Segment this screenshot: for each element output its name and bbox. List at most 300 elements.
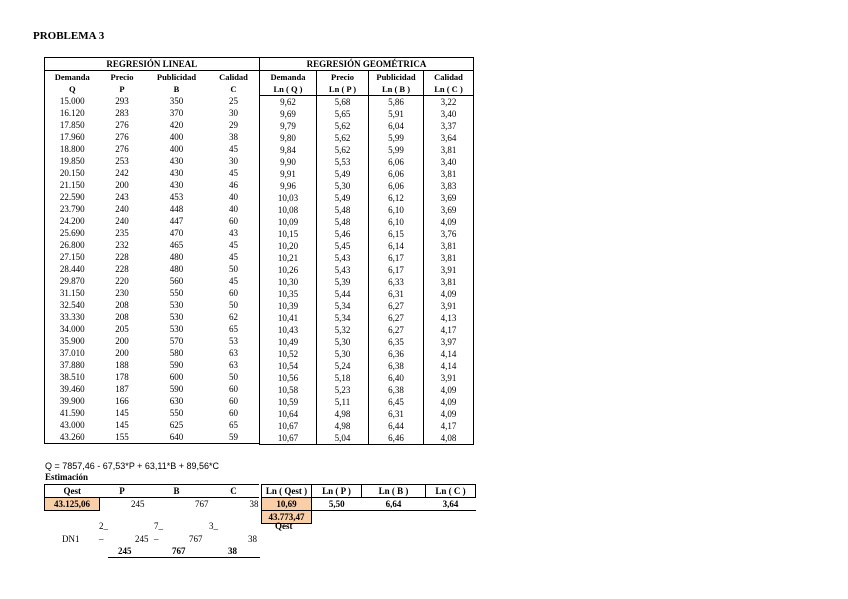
table-cell: 6,40 xyxy=(369,372,424,384)
table-cell: 60 xyxy=(229,288,238,298)
table-cell: 37.880 xyxy=(59,360,85,370)
table-cell: 6,45 xyxy=(369,396,424,408)
table-cell: 166 xyxy=(115,396,129,406)
table-cell: 6,14 xyxy=(369,240,424,252)
table-row xyxy=(45,179,259,191)
table-cell: 5,24 xyxy=(317,360,369,372)
table-cell: 6,35 xyxy=(369,336,424,348)
table-cell: 65 xyxy=(229,324,238,334)
table-cell: 10,39 xyxy=(277,301,299,311)
table-row xyxy=(45,299,259,311)
table-cell: 4,09 xyxy=(424,384,474,396)
table-cell: 448 xyxy=(169,204,184,214)
table-cell: 5,99 xyxy=(369,132,424,144)
lin-col-symbol: Q xyxy=(68,84,76,94)
geo-col-symbol: Ln ( B ) xyxy=(369,83,424,96)
dn-value-c: 38 xyxy=(248,534,257,544)
table-cell: 43.260 xyxy=(59,432,85,442)
table-cell: 6,27 xyxy=(369,312,424,324)
est-header-c: C xyxy=(209,485,259,498)
table-cell: 5,23 xyxy=(317,384,369,396)
table-row xyxy=(260,180,474,192)
table-cell: 10,03 xyxy=(277,193,299,203)
table-cell: 59 xyxy=(229,432,238,442)
table-cell: 228 xyxy=(115,264,129,274)
table-cell: 5,49 xyxy=(317,192,369,204)
table-cell: 276 xyxy=(115,132,129,142)
table-row xyxy=(260,240,474,252)
table-row xyxy=(260,204,474,216)
table-row xyxy=(45,383,259,395)
table-cell: 400 xyxy=(169,132,184,142)
table-row xyxy=(260,252,474,264)
table-row xyxy=(260,420,474,432)
table-cell: 5,30 xyxy=(317,348,369,360)
linear-estimation-table xyxy=(44,484,259,511)
lin-col-header: Calidad xyxy=(219,72,248,82)
table-cell: 3,64 xyxy=(424,132,474,144)
table-cell: 5,45 xyxy=(317,240,369,252)
table-cell: 6,38 xyxy=(369,360,424,372)
table-cell: 570 xyxy=(169,336,184,346)
table-cell: 6,15 xyxy=(369,228,424,240)
table-cell: 200 xyxy=(115,348,129,358)
table-cell: 23.790 xyxy=(59,204,85,214)
table-cell: 45 xyxy=(229,168,238,178)
table-cell: 10,64 xyxy=(277,409,299,419)
table-cell: 5,34 xyxy=(317,300,369,312)
table-cell: 6,04 xyxy=(369,120,424,132)
table-cell: 45 xyxy=(229,240,238,250)
table-cell: 200 xyxy=(115,336,129,346)
table-cell: 580 xyxy=(169,348,184,358)
table-row xyxy=(260,96,474,109)
table-cell: 6,12 xyxy=(369,192,424,204)
table-cell: 3,76 xyxy=(424,228,474,240)
dn-value-p: 245 xyxy=(135,534,149,544)
geo-est-qest-value: 43.773,47 xyxy=(262,511,312,524)
table-row xyxy=(260,348,474,360)
table-cell: 5,49 xyxy=(317,168,369,180)
table-row xyxy=(260,156,474,168)
table-row xyxy=(45,335,259,347)
table-cell: 9,80 xyxy=(280,133,296,143)
dn-total-p: 245 xyxy=(118,546,132,556)
table-cell: 6,06 xyxy=(369,180,424,192)
table-row xyxy=(45,371,259,383)
geo-qest-label: Qest xyxy=(275,521,293,531)
table-row xyxy=(260,264,474,276)
table-cell: 38 xyxy=(229,132,238,142)
table-cell: 5,32 xyxy=(317,324,369,336)
table-cell: 4,09 xyxy=(424,216,474,228)
geo-col-header: Publicidad xyxy=(369,71,424,84)
geo-col-header: Precio xyxy=(317,71,369,84)
table-cell: 6,31 xyxy=(369,288,424,300)
table-cell: 39.460 xyxy=(59,384,85,394)
table-cell: 232 xyxy=(115,240,129,250)
geometric-group-title: REGRESIÓN GEOMÉTRICA xyxy=(260,58,474,71)
table-cell: 46 xyxy=(229,180,238,190)
table-row xyxy=(45,323,259,335)
table-row xyxy=(260,408,474,420)
table-row xyxy=(260,192,474,204)
table-cell: 32.540 xyxy=(59,300,85,310)
dn-underline xyxy=(108,557,260,558)
table-cell: 9,62 xyxy=(280,97,296,107)
table-row xyxy=(260,336,474,348)
lin-col-header: Demanda xyxy=(54,72,90,82)
table-cell: 30 xyxy=(229,156,238,166)
table-cell: 53 xyxy=(229,336,238,346)
table-row xyxy=(45,407,259,419)
table-cell: 5,18 xyxy=(317,372,369,384)
table-cell: 5,62 xyxy=(317,132,369,144)
table-cell: 28.440 xyxy=(59,264,85,274)
table-cell: 5,68 xyxy=(317,96,369,109)
table-cell: 276 xyxy=(115,120,129,130)
dn-header-3: 3_ xyxy=(209,521,218,531)
table-cell: 3,81 xyxy=(424,168,474,180)
table-row xyxy=(45,395,259,407)
table-cell: 4,17 xyxy=(424,420,474,432)
table-row xyxy=(45,239,259,251)
table-cell: 5,65 xyxy=(317,108,369,120)
table-cell: 6,31 xyxy=(369,408,424,420)
table-cell: 63 xyxy=(229,360,238,370)
table-cell: 242 xyxy=(115,168,129,178)
table-row xyxy=(260,120,474,132)
table-cell: 630 xyxy=(169,396,184,406)
table-cell: 10,30 xyxy=(277,277,299,287)
table-cell: 9,91 xyxy=(280,169,296,179)
table-row xyxy=(45,155,259,167)
geo-est-lnc-value: 3,64 xyxy=(426,498,476,511)
table-row xyxy=(45,143,259,155)
table-cell: 4,09 xyxy=(424,396,474,408)
table-cell: 30 xyxy=(229,108,238,118)
table-row xyxy=(45,347,259,359)
table-row xyxy=(260,144,474,156)
table-cell: 40 xyxy=(229,204,238,214)
table-cell: 3,91 xyxy=(424,264,474,276)
table-cell: 50 xyxy=(229,372,238,382)
table-cell: 4,09 xyxy=(424,408,474,420)
table-cell: 29 xyxy=(229,120,238,130)
table-cell: 3,40 xyxy=(424,108,474,120)
dn-label: DN1 xyxy=(62,534,80,544)
table-cell: 18.800 xyxy=(59,144,85,154)
table-row xyxy=(260,168,474,180)
geo-col-symbol: Ln ( Q ) xyxy=(260,83,317,96)
est-header-qest: Qest xyxy=(45,485,100,498)
table-cell: 19.850 xyxy=(59,156,85,166)
dn-value-b: 767 xyxy=(189,534,203,544)
table-cell: 550 xyxy=(169,408,184,418)
table-cell: 6,27 xyxy=(369,300,424,312)
table-cell: 5,62 xyxy=(317,120,369,132)
table-cell: 10,59 xyxy=(277,397,299,407)
table-cell: 3,40 xyxy=(424,156,474,168)
table-cell: 283 xyxy=(115,108,129,118)
table-row xyxy=(260,324,474,336)
table-cell: 3,91 xyxy=(424,300,474,312)
table-cell: 470 xyxy=(169,228,184,238)
table-row xyxy=(260,384,474,396)
est-header-b: B xyxy=(145,485,209,498)
page-title: PROBLEMA 3 xyxy=(33,30,105,42)
table-cell: 33.330 xyxy=(59,312,85,322)
table-cell: 10,09 xyxy=(277,217,299,227)
table-cell: 3,22 xyxy=(424,96,474,109)
dn-header-1: 2_ _ xyxy=(99,521,108,541)
table-cell: 9,79 xyxy=(280,121,296,131)
table-cell: 4,98 xyxy=(317,408,369,420)
table-cell: 37.010 xyxy=(59,348,85,358)
table-cell: 17.850 xyxy=(59,120,85,130)
table-row xyxy=(260,108,474,120)
linear-regression-table xyxy=(44,57,259,444)
table-cell: 4,14 xyxy=(424,348,474,360)
table-cell: 480 xyxy=(169,264,184,274)
table-cell: 590 xyxy=(169,384,184,394)
table-cell: 5,30 xyxy=(317,336,369,348)
table-cell: 5,04 xyxy=(317,432,369,445)
geo-col-symbol: Ln ( C ) xyxy=(424,83,474,96)
table-row xyxy=(45,203,259,215)
table-row xyxy=(260,132,474,144)
table-row xyxy=(45,251,259,263)
table-cell: 6,06 xyxy=(369,156,424,168)
estimation-label: Estimación xyxy=(45,472,89,482)
table-cell: 15.000 xyxy=(59,96,85,106)
table-cell: 5,48 xyxy=(317,216,369,228)
est-b-value: 767 xyxy=(195,499,209,510)
table-row xyxy=(260,432,474,445)
table-cell: 25.690 xyxy=(59,228,85,238)
table-cell: 220 xyxy=(115,276,129,286)
table-row xyxy=(45,431,259,444)
linear-group-title: REGRESIÓN LINEAL xyxy=(45,58,259,71)
table-cell: 5,99 xyxy=(369,144,424,156)
table-cell: 60 xyxy=(229,408,238,418)
dn-total-b: 767 xyxy=(172,546,186,556)
table-row xyxy=(45,419,259,431)
table-cell: 50 xyxy=(229,300,238,310)
table-cell: 3,81 xyxy=(424,144,474,156)
table-cell: 26.800 xyxy=(59,240,85,250)
table-cell: 5,39 xyxy=(317,276,369,288)
table-cell: 590 xyxy=(169,360,184,370)
table-cell: 5,91 xyxy=(369,108,424,120)
table-cell: 10,52 xyxy=(277,349,299,359)
table-cell: 10,56 xyxy=(277,373,299,383)
geo-est-lnq-value: 10,69 xyxy=(262,498,312,511)
table-cell: 640 xyxy=(169,432,184,442)
table-cell: 240 xyxy=(115,204,129,214)
table-cell: 350 xyxy=(169,96,184,106)
geo-est-header-lnp: Ln ( P ) xyxy=(312,485,362,498)
table-row xyxy=(45,131,259,143)
table-cell: 208 xyxy=(115,300,129,310)
table-cell: 5,34 xyxy=(317,312,369,324)
table-cell: 240 xyxy=(115,216,129,226)
geo-est-header-lnb: Ln ( B ) xyxy=(362,485,426,498)
table-row xyxy=(45,227,259,239)
table-cell: 3,37 xyxy=(424,120,474,132)
table-cell: 530 xyxy=(169,312,184,322)
table-row xyxy=(45,263,259,275)
table-row xyxy=(45,275,259,287)
table-cell: 155 xyxy=(115,432,129,442)
table-cell: 253 xyxy=(115,156,129,166)
table-cell: 10,41 xyxy=(277,313,299,323)
table-row xyxy=(45,359,259,371)
table-cell: 6,06 xyxy=(369,168,424,180)
table-cell: 5,43 xyxy=(317,252,369,264)
table-cell: 5,62 xyxy=(317,144,369,156)
table-row xyxy=(45,107,259,119)
table-row xyxy=(260,300,474,312)
table-cell: 188 xyxy=(115,360,129,370)
table-row xyxy=(45,95,259,107)
table-cell: 4,17 xyxy=(424,324,474,336)
geo-col-header: Demanda xyxy=(270,72,306,82)
table-cell: 35.900 xyxy=(59,336,85,346)
table-cell: 228 xyxy=(115,252,129,262)
table-cell: 178 xyxy=(115,372,129,382)
table-cell: 4,98 xyxy=(317,420,369,432)
table-cell: 370 xyxy=(169,108,184,118)
table-cell: 5,30 xyxy=(317,180,369,192)
table-cell: 530 xyxy=(169,324,184,334)
table-cell: 39.900 xyxy=(59,396,85,406)
est-header-p: P xyxy=(100,485,145,498)
table-cell: 45 xyxy=(229,144,238,154)
table-cell: 4,09 xyxy=(424,288,474,300)
est-qest-value: 43.125,06 xyxy=(45,498,100,511)
geo-col-header: Calidad xyxy=(424,71,474,84)
table-cell: 10,20 xyxy=(277,241,299,251)
table-row xyxy=(260,228,474,240)
table-cell: 27.150 xyxy=(59,252,85,262)
table-cell: 10,54 xyxy=(277,361,299,371)
table-cell: 3,97 xyxy=(424,336,474,348)
table-cell: 6,10 xyxy=(369,204,424,216)
table-cell: 5,44 xyxy=(317,288,369,300)
lin-col-symbol: C xyxy=(230,84,237,94)
table-cell: 34.000 xyxy=(59,324,85,334)
table-cell: 600 xyxy=(169,372,184,382)
table-cell: 4,14 xyxy=(424,360,474,372)
table-cell: 6,27 xyxy=(369,324,424,336)
table-cell: 43.000 xyxy=(59,420,85,430)
geo-est-lnb-value: 6,64 xyxy=(362,498,426,511)
table-cell: 145 xyxy=(115,408,129,418)
dn-total-c: 38 xyxy=(228,546,237,556)
table-cell: 6,17 xyxy=(369,264,424,276)
table-cell: 20.150 xyxy=(59,168,85,178)
table-cell: 60 xyxy=(229,396,238,406)
table-row xyxy=(45,215,259,227)
table-cell: 50 xyxy=(229,264,238,274)
table-cell: 10,67 xyxy=(277,433,299,443)
table-cell: 6,36 xyxy=(369,348,424,360)
table-cell: 6,10 xyxy=(369,216,424,228)
lin-col-symbol: B xyxy=(173,84,180,94)
table-cell: 43 xyxy=(229,228,238,238)
table-cell: 10,58 xyxy=(277,385,299,395)
table-cell: 400 xyxy=(169,144,184,154)
est-c-value: 38 xyxy=(249,499,259,510)
lin-col-symbol: P xyxy=(119,84,125,94)
table-cell: 9,90 xyxy=(280,157,296,167)
table-cell: 420 xyxy=(169,120,184,130)
table-cell: 60 xyxy=(229,216,238,226)
table-row xyxy=(45,191,259,203)
table-cell: 235 xyxy=(115,228,129,238)
table-cell: 10,26 xyxy=(277,265,299,275)
table-cell: 6,46 xyxy=(369,432,424,445)
table-cell: 430 xyxy=(169,180,184,190)
table-cell: 31.150 xyxy=(59,288,85,298)
table-row xyxy=(260,216,474,228)
geometric-estimation-table xyxy=(261,484,476,524)
table-cell: 205 xyxy=(115,324,129,334)
table-cell: 10,15 xyxy=(277,229,299,239)
table-cell: 24.200 xyxy=(59,216,85,226)
table-cell: 10,43 xyxy=(277,325,299,335)
table-row xyxy=(260,276,474,288)
table-cell: 465 xyxy=(169,240,184,250)
table-cell: 38.510 xyxy=(59,372,85,382)
table-cell: 21.150 xyxy=(59,180,85,190)
table-row xyxy=(45,119,259,131)
table-cell: 3,81 xyxy=(424,276,474,288)
table-cell: 45 xyxy=(229,276,238,286)
table-cell: 65 xyxy=(229,420,238,430)
est-p-value: 245 xyxy=(131,499,145,510)
table-row xyxy=(45,287,259,299)
table-cell: 5,46 xyxy=(317,228,369,240)
table-cell: 5,53 xyxy=(317,156,369,168)
table-cell: 447 xyxy=(169,216,184,226)
table-cell: 5,43 xyxy=(317,264,369,276)
table-cell: 453 xyxy=(169,192,184,202)
table-cell: 430 xyxy=(169,156,184,166)
table-row xyxy=(260,312,474,324)
table-cell: 293 xyxy=(115,96,129,106)
table-cell: 243 xyxy=(115,192,129,202)
table-cell: 9,69 xyxy=(280,109,296,119)
lin-col-header: Precio xyxy=(110,72,134,82)
table-cell: 530 xyxy=(169,300,184,310)
geo-est-lnp-value: 5,50 xyxy=(312,498,362,511)
table-cell: 200 xyxy=(115,180,129,190)
table-cell: 16.120 xyxy=(59,108,85,118)
table-row xyxy=(260,360,474,372)
table-cell: 625 xyxy=(169,420,184,430)
table-cell: 6,33 xyxy=(369,276,424,288)
dn-header-2: 7_ _ xyxy=(154,521,163,541)
table-cell: 230 xyxy=(115,288,129,298)
table-cell: 5,86 xyxy=(369,96,424,109)
table-cell: 560 xyxy=(169,276,184,286)
geo-col-symbol: Ln ( P ) xyxy=(317,83,369,96)
table-cell: 480 xyxy=(169,252,184,262)
table-cell: 3,69 xyxy=(424,204,474,216)
table-cell: 3,81 xyxy=(424,252,474,264)
